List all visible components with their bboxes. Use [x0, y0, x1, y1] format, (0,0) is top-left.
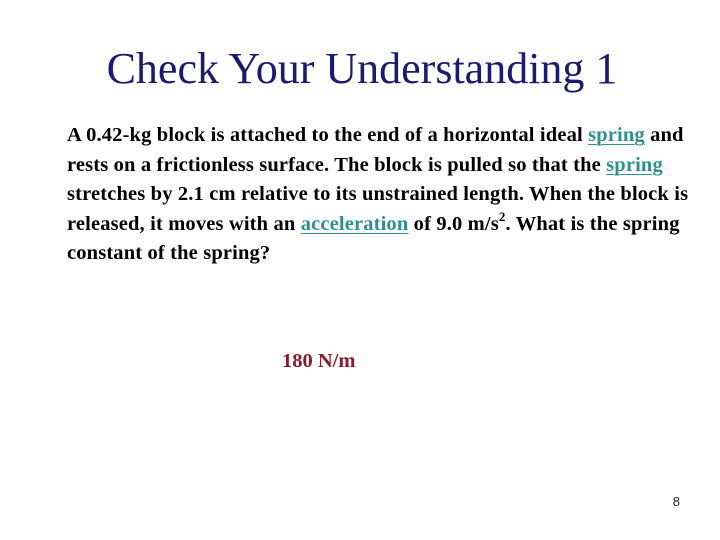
- spring-link[interactable]: spring: [588, 124, 645, 146]
- spring-link[interactable]: spring: [606, 153, 663, 176]
- answer-text: 180 N/m: [282, 350, 356, 372]
- page-number: 8: [672, 494, 680, 509]
- question-text: [67, 121, 692, 269]
- question-text-part: . What is the spring constant of the spring?: [67, 212, 680, 264]
- question-text-part: A 0.42-kg block is attached to the end of a horizontal ideal: [67, 124, 589, 146]
- question-text-part: of 9.0 m/s: [408, 212, 499, 235]
- slide-title: Check Your Understanding 1: [106, 44, 618, 93]
- superscript-exponent: 2: [498, 208, 506, 224]
- question-text-part: stretches by 2.1 cm relative to its unstrained length. When the block is released, it moves with an: [67, 183, 689, 235]
- acceleration-link[interactable]: acceleration: [300, 212, 409, 235]
- question-text-part: and rests on a frictionless surface. The block is pulled so that the: [67, 124, 684, 176]
